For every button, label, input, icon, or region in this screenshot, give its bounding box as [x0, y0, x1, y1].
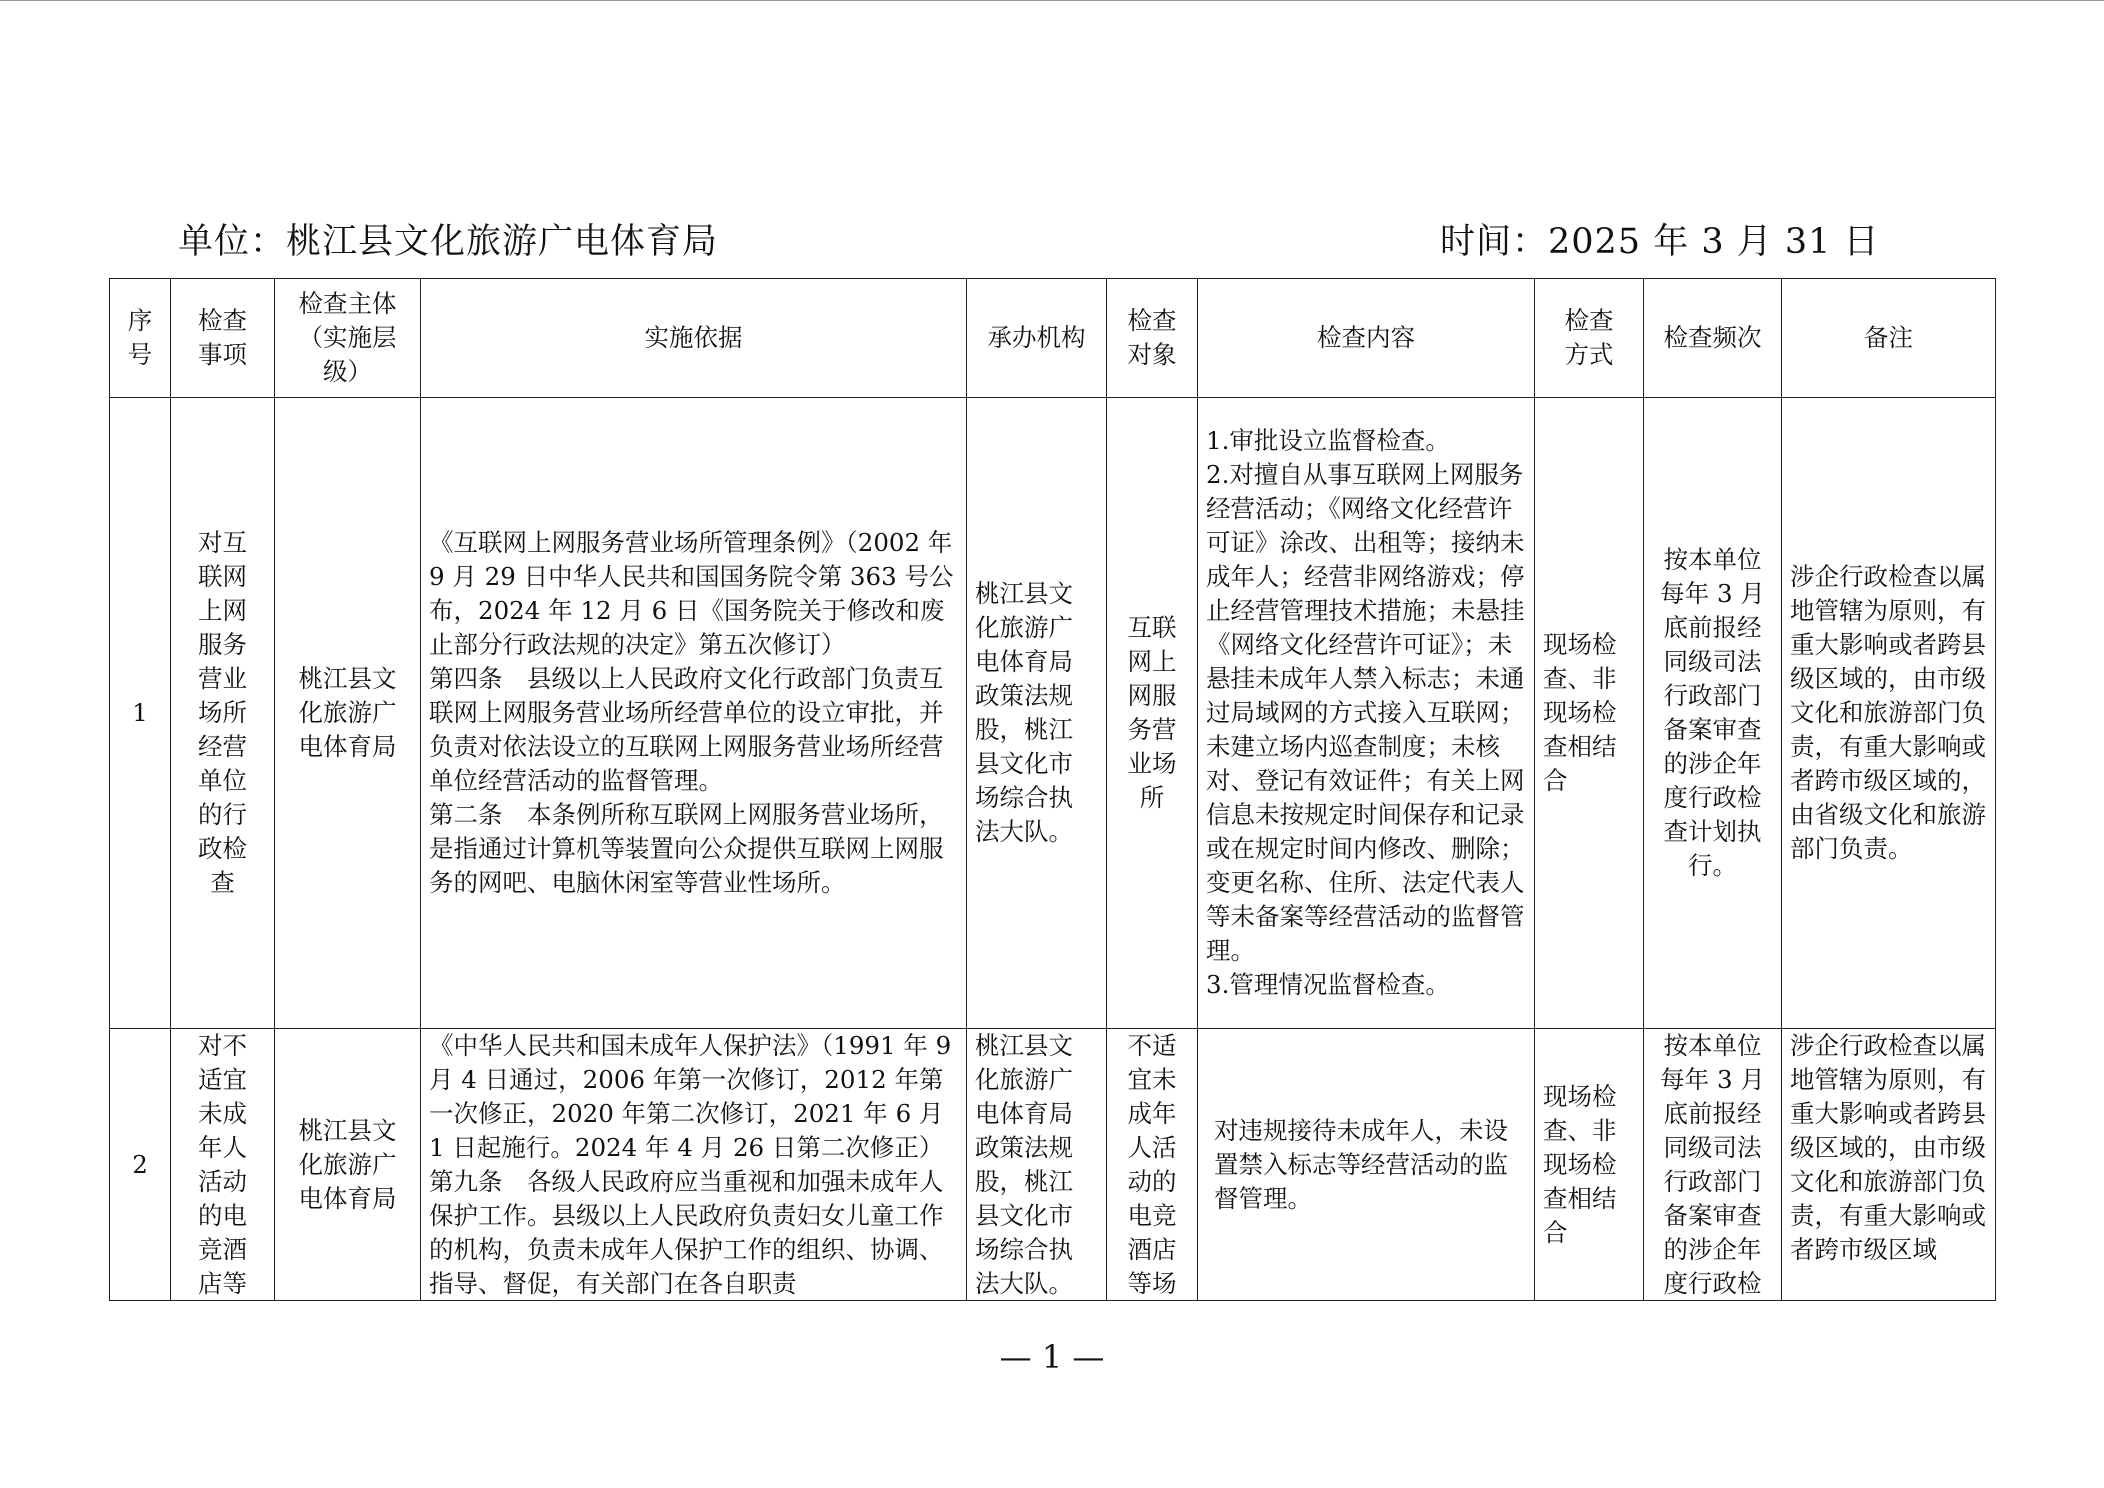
cell-frequency: 按本单位 每年 3 月 底前报经 同级司法 行政部门 备案审查 的涉企年 度行政检 [1660, 1031, 1765, 1298]
cell-method: 现场检 查、非 现场检 查相结 合 [1535, 1029, 1644, 1301]
cell-subject: 桃江县文 化旅游广 电体育局 [275, 398, 421, 1029]
unit-label: 单位：桃江县文化旅游广电体育局 [178, 222, 719, 262]
col-header-target: 检查 对象 [1107, 279, 1198, 398]
cell-content: 对违规接待未成年人，未设置禁入标志等经营活动的监督管理。 [1198, 1029, 1535, 1301]
cell-target: 互联 网上 网服 务营 业场 所 [1107, 398, 1198, 1029]
cell-no: 2 [110, 1029, 171, 1301]
cell-basis: 《中华人民共和国未成年人保护法》（1991 年 9 月 4 日通过，2006 年第一次修订，2012 年第一次修正，2020 年第二次修订，2021 年 6 月 1 日起施行。2024 年 4 月 26 日第二次修正） 第九条 各级人民政府应当重视和加强未成年人保护工作。县级以上人民政府负责妇女儿童工作的机构，负责未成年人保护工作的组织、协调、指导、督促，有关部门在各自职责 [429, 1031, 952, 1298]
table-row [110, 398, 1996, 1029]
cell-target: 不适 宜未 成年 人活 动的 电竞 酒店 等场 [1127, 1031, 1177, 1298]
col-header-method: 检查 方式 [1535, 279, 1644, 398]
cell-item: 对不 适宜 未成 年人 活动 的电 竞酒 店等 [198, 1031, 247, 1298]
cell-subject: 桃江县文 化旅游广 电体育局 [275, 1029, 421, 1301]
cell-no: 1 [110, 398, 171, 1029]
col-header-frequency: 检查频次 [1644, 279, 1782, 398]
cell-basis: 《互联网上网服务营业场所管理条例》（2002 年 9 月 29 日中华人民共和国国务院令第 363 号公布，2024 年 12 月 6 日《国务院关于修改和废止部分行政法规的决定》第五次修订） 第四条 县级以上人民政府文化行政部门负责互联网上网服务营业场所经营单位的设立审批，并负责对依法设立的互联网上网服务营业场所经营单位经营活动的监督管理。 第二条 本条例所称互联网上网服务营业场所，是指通过计算机等装置向公众提供互联网上网服务的网吧、电脑休闲室等营业性场所。 [421, 398, 967, 1029]
cell-content: 1.审批设立监督检查。 2.对擅自从事互联网上网服务经营活动；《网络文化经营许可证》涂改、出租等；接纳未成年人；经营非网络游戏；停止经营管理技术措施；未悬挂《网络文化经营许可证》；未悬挂未成年人禁入标志；未通过局域网的方式接入互联网；未建立场内巡查制度；未核对、登记有效证件；有关上网信息未按规定时间保存和记录或在规定时间内修改、删除；变更名称、住所、法定代表人等未备案等经营活动的监督管理。 3.管理情况监督检查。 [1198, 398, 1535, 1029]
cell-agency: 桃江县文 化旅游广 电体育局 政策法规 股，桃江 县文化市 场综合执 法大队。 [967, 398, 1107, 1029]
col-header-remark: 备注 [1782, 279, 1996, 398]
col-header-agency: 承办机构 [967, 279, 1107, 398]
col-header-item: 检查 事项 [171, 279, 275, 398]
col-header-no: 序 号 [110, 279, 171, 398]
page-edge [0, 0, 2104, 1]
cell-remark: 涉企行政检查以属地管辖为原则，有重大影响或者跨县级区域的，由市级文化和旅游部门负责，有重大影响或者跨市级区域的，由省级文化和旅游部门负责。 [1782, 398, 1996, 1029]
page-number: — 1 — [999, 1338, 1105, 1376]
table-header-row [110, 279, 1996, 398]
date-label: 时间：2025 年 3 月 31 日 [1440, 222, 1880, 262]
inspection-table [109, 278, 1996, 1301]
col-header-basis: 实施依据 [421, 279, 967, 398]
cell-frequency: 按本单位 每年 3 月 底前报经 同级司法 行政部门 备案审查 的涉企年 度行政检 查计划执 行。 [1644, 398, 1782, 1029]
cell-remark: 涉企行政检查以属地管辖为原则，有重大影响或者跨县级区域的，由市级文化和旅游部门负责，有重大影响或者跨市级区域 [1790, 1031, 1986, 1264]
table-row [110, 1029, 1996, 1301]
col-header-content: 检查内容 [1198, 279, 1535, 398]
cell-agency: 桃江县文 化旅游广 电体育局 政策法规 股，桃江 县文化市 场综合执 法大队。 [975, 1031, 1073, 1298]
cell-item: 对互 联网 上网 服务 营业 场所 经营 单位 的行 政检 查 [171, 398, 275, 1029]
cell-method: 现场检 查、非 现场检 查相结 合 [1535, 398, 1644, 1029]
col-header-subject: 检查主体 （实施层 级） [275, 279, 421, 398]
